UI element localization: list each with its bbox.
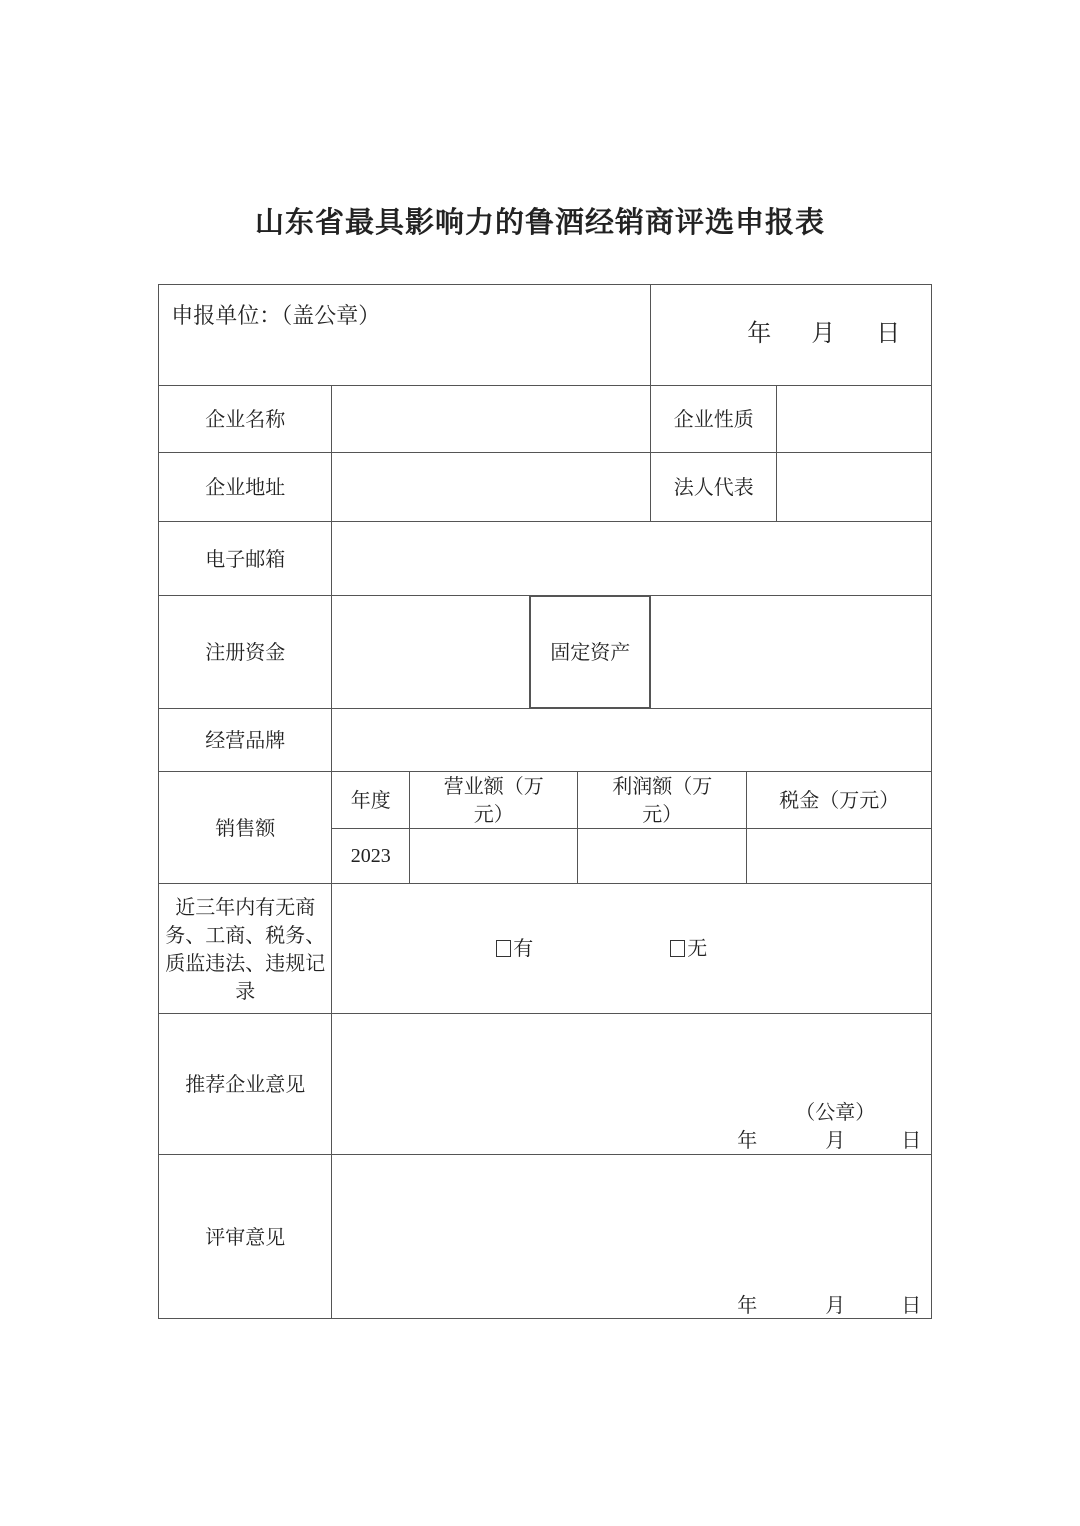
legal-rep-label: 法人代表	[650, 452, 777, 522]
recommendation-input[interactable]	[331, 1013, 932, 1155]
sales-profit-input[interactable]	[577, 828, 747, 884]
violations-label: 近三年内有无商务、工商、税务、质监违法、违规记录	[158, 883, 332, 1014]
sales-row-year: 2023	[331, 828, 410, 884]
violations-cell	[331, 883, 932, 1014]
violation-no-label: 无	[687, 936, 708, 961]
date-year: 年	[747, 319, 772, 348]
company-type-input[interactable]	[776, 385, 932, 453]
violation-no-option[interactable]	[670, 934, 707, 962]
company-address-input[interactable]	[331, 452, 651, 522]
header-date-cell[interactable]	[650, 284, 932, 386]
fixed-assets-input[interactable]	[650, 595, 932, 709]
form-title: 山东省最具影响力的鲁酒经销商评选申报表	[254, 205, 825, 239]
brands-label: 经营品牌	[158, 708, 332, 772]
date-month: 月	[811, 319, 836, 348]
review-day: 日	[901, 1293, 922, 1318]
sales-col-revenue: 营业额（万元）	[409, 771, 578, 829]
recommendation-month: 月	[825, 1128, 846, 1153]
checkbox-icon[interactable]	[670, 940, 685, 957]
fixed-assets-label: 固定资产	[529, 595, 651, 709]
recommendation-year: 年	[737, 1128, 758, 1153]
sales-tax-input[interactable]	[746, 828, 932, 884]
company-name-label: 企业名称	[158, 385, 332, 453]
date-day: 日	[876, 319, 901, 348]
email-label: 电子邮箱	[158, 521, 332, 596]
review-input[interactable]	[331, 1154, 932, 1319]
review-year: 年	[737, 1293, 758, 1318]
review-month: 月	[825, 1293, 846, 1318]
violation-yes-label: 有	[513, 936, 534, 961]
sales-col-profit: 利润额（万元）	[577, 771, 747, 829]
registered-capital-input[interactable]	[331, 595, 530, 709]
registered-capital-label: 注册资金	[158, 595, 332, 709]
sales-label: 销售额	[158, 771, 332, 884]
recommendation-day: 日	[901, 1128, 922, 1153]
recommendation-label	[158, 1013, 332, 1155]
recommendation-label-text: 推荐企业意见	[185, 1072, 306, 1097]
applicant-cell[interactable]	[158, 284, 651, 386]
brands-input[interactable]	[331, 708, 932, 772]
legal-rep-input[interactable]	[776, 452, 932, 522]
sales-col-tax: 税金（万元）	[746, 771, 932, 829]
company-type-label: 企业性质	[650, 385, 777, 453]
email-input[interactable]	[331, 521, 932, 596]
review-label: 评审意见	[158, 1154, 332, 1319]
violation-yes-option[interactable]	[496, 934, 533, 962]
recommendation-seal: （公章）	[795, 1100, 876, 1125]
checkbox-icon[interactable]	[496, 940, 511, 957]
applicant-label: 申报单位：（盖公章）	[171, 304, 381, 330]
sales-revenue-input[interactable]	[409, 828, 578, 884]
sales-col-year: 年度	[331, 771, 410, 829]
company-address-label: 企业地址	[158, 452, 332, 522]
company-name-input[interactable]	[331, 385, 651, 453]
